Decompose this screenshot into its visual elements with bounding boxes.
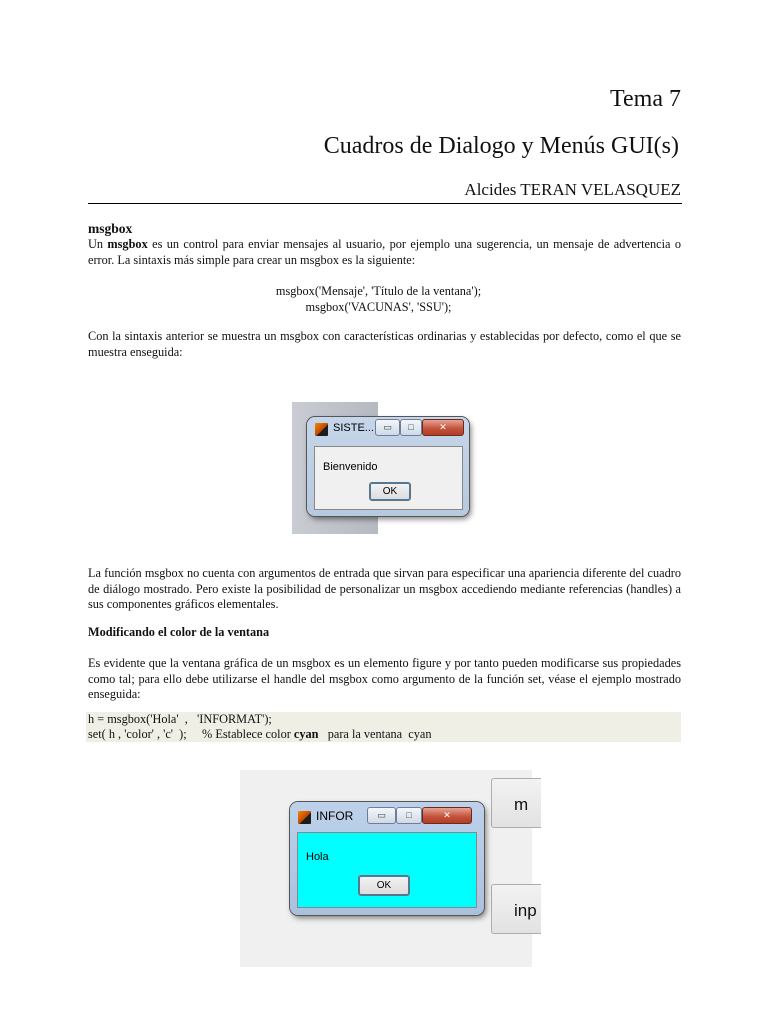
ok-button[interactable]: OK (369, 482, 411, 501)
msgbox-window-cyan[interactable] (290, 802, 484, 915)
minimize-icon[interactable]: ▭ (375, 419, 400, 436)
code-line-2-prefix: set( h , 'color' , 'c' ); % Establece color (88, 727, 294, 741)
code-line-2-suffix: para la ventana cyan (318, 727, 432, 741)
handles-paragraph: La función msgbox no cuenta con argumentos de entrada que sirvan para especificar una apariencia diferente del cuadro de diálogo mostrado. Pero existe la posibilidad de personalizar un msgbox accediendo mediante referencias (handles) a sus componentes gráficos elementales. (88, 566, 681, 612)
after-syntax-paragraph: Con la sintaxis anterior se muestra un msgbox con características ordinarias y establecidas por defecto, como el que se muestra enseguida: (88, 329, 681, 359)
figure-paragraph: Es evidente que la ventana gráfica de un msgbox es un elemento figure y por tanto pueden modificarse sus propiedades como tal; para ello debe utilizarse el handle del msgbox como argumento de la función set, véase el ejemplo mostrado enseguida: (88, 656, 681, 702)
side-button-bottom[interactable]: inp (491, 884, 541, 934)
figure-default-msgbox (292, 402, 476, 534)
topic-number: Tema 7 (610, 86, 681, 112)
msgbox-client-area (314, 446, 463, 510)
close-icon[interactable]: ✕ (422, 419, 464, 436)
author-name: Alcides TERAN VELASQUEZ (464, 180, 681, 199)
header-rule (88, 203, 682, 204)
minimize-icon[interactable]: ▭ (367, 807, 396, 824)
title-bar[interactable] (290, 805, 484, 827)
maximize-icon[interactable]: □ (400, 419, 422, 436)
document-title: Cuadros de Dialogo y Menús GUI(s) (323, 133, 679, 159)
message-text: Hola (306, 851, 329, 863)
ok-button[interactable]: OK (358, 875, 410, 896)
syntax-line-2: msgbox('VACUNAS', 'SSU'); (305, 299, 452, 314)
msgbox-client-area (297, 832, 477, 908)
maximize-icon[interactable]: □ (396, 807, 422, 824)
subheading-window-color: Modificando el color de la ventana (88, 625, 270, 639)
code-line-2 (86, 727, 681, 742)
side-button-top[interactable]: m (491, 778, 541, 828)
window-title: SISTE... (333, 422, 374, 434)
code-line-2-keyword: cyan (293, 727, 319, 741)
message-text: Bienvenido (323, 461, 378, 473)
msgbox-window[interactable] (307, 417, 469, 516)
close-icon[interactable]: ✕ (422, 807, 472, 824)
code-block (86, 712, 681, 742)
matlab-icon (315, 423, 328, 436)
intro-rest: es un control para enviar mensajes al usuario, por ejemplo una sugerencia, un mensaje de advertencia o error. La sintaxis más simple para crear un msgbox es la siguiente: (88, 237, 681, 267)
title-bar[interactable] (307, 417, 469, 439)
code-line-1: h = msgbox('Hola' , 'INFORMAT'); (88, 712, 272, 726)
window-title: INFOR (316, 809, 354, 823)
section-heading-msgbox: msgbox (88, 221, 133, 236)
intro-paragraph (88, 237, 681, 268)
intro-term: msgbox (107, 237, 148, 251)
matlab-icon (298, 811, 311, 824)
syntax-example (88, 284, 681, 315)
intro-prefix: Un (88, 237, 108, 251)
figure-cyan-msgbox (240, 770, 537, 967)
syntax-line-1: msgbox('Mensaje', 'Título de la ventana'); (275, 284, 482, 298)
